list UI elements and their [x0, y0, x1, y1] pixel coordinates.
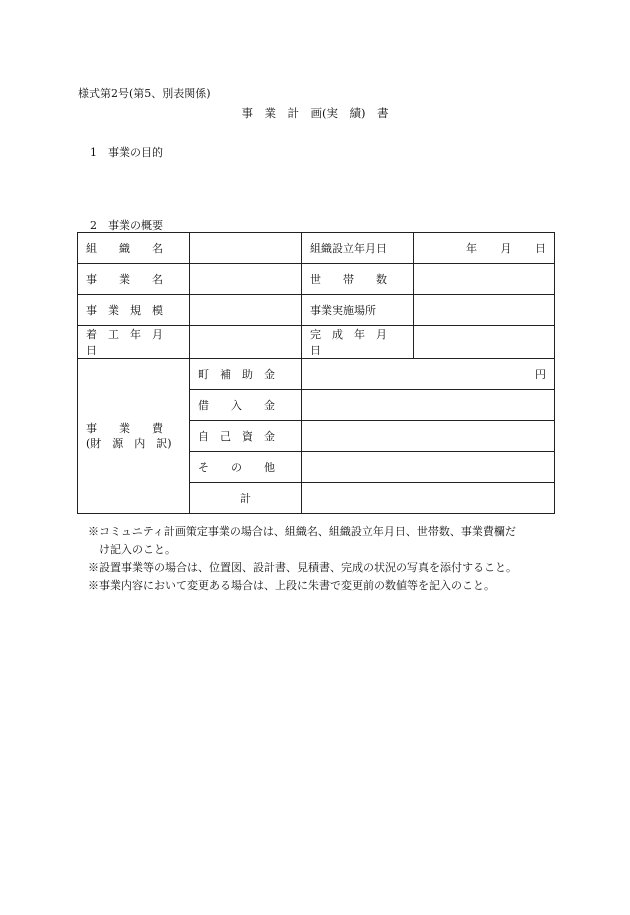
town-subsidy-field[interactable] — [302, 359, 555, 390]
section-purpose-heading: 1 事業の目的 — [90, 146, 163, 159]
table-row — [78, 326, 555, 359]
yen-unit: 円 — [535, 368, 546, 381]
borrowing-field[interactable] — [302, 390, 555, 421]
start-date-field[interactable] — [190, 326, 302, 359]
project-cost-title: 事 業 費 — [86, 422, 163, 435]
org-established-field[interactable] — [414, 233, 555, 264]
funding-breakdown-label: (財 源 内 訳) — [86, 437, 172, 450]
note-installation: ※設置事業等の場合は、位置図、設計書、見積書、完成の状況の写真を添付すること。 — [88, 561, 517, 574]
project-scale-label: 事 業 規 模 — [78, 295, 190, 326]
other-funds-field[interactable] — [302, 452, 555, 483]
year-unit: 年 — [466, 242, 477, 255]
project-location-field[interactable] — [414, 295, 555, 326]
completion-date-label: 完 成 年 月 日 — [302, 326, 414, 359]
month-unit: 月 — [500, 242, 512, 255]
document-title: 事 業 計 画(実 績) 書 — [241, 106, 389, 120]
start-date-label: 着 工 年 月 日 — [78, 326, 190, 359]
project-location-label: 事業実施場所 — [302, 295, 414, 326]
project-cost-label — [78, 359, 190, 514]
table-row — [78, 359, 555, 390]
notes — [88, 523, 558, 595]
note-community-plan: ※コミュニティ計画策定事業の場合は、組織名、組織設立年月日、世帯数、事業費欄だ — [88, 525, 516, 538]
completion-date-field[interactable] — [414, 326, 555, 359]
households-label: 世 帯 数 — [302, 264, 414, 295]
note-community-plan-continued: け記入のこと。 — [99, 543, 176, 556]
table-row — [78, 295, 555, 326]
project-name-field[interactable] — [190, 264, 302, 295]
total-label: 計 — [190, 483, 302, 514]
note-changes: ※事業内容において変更ある場合は、上段に朱書で変更前の数値等を記入のこと。 — [88, 579, 495, 592]
project-name-label: 事 業 名 — [78, 264, 190, 295]
section-overview-heading: 2 事業の概要 — [90, 219, 163, 232]
other-funds-label: そ の 他 — [190, 452, 302, 483]
own-funds-label: 自 己 資 金 — [190, 421, 302, 452]
table-row — [78, 233, 555, 264]
borrowing-label: 借 入 金 — [190, 390, 302, 421]
project-scale-field[interactable] — [190, 295, 302, 326]
own-funds-field[interactable] — [302, 421, 555, 452]
town-subsidy-label: 町 補 助 金 — [190, 359, 302, 390]
org-name-label: 組 織 名 — [78, 233, 190, 264]
day-unit: 日 — [535, 242, 546, 255]
form-number: 様式第2号(第5、別表関係) — [78, 87, 211, 100]
households-field[interactable] — [414, 264, 555, 295]
table-row — [78, 264, 555, 295]
org-established-label: 組織設立年月日 — [302, 233, 414, 264]
project-overview-table — [77, 232, 555, 514]
org-name-field[interactable] — [190, 233, 302, 264]
total-field[interactable] — [302, 483, 555, 514]
